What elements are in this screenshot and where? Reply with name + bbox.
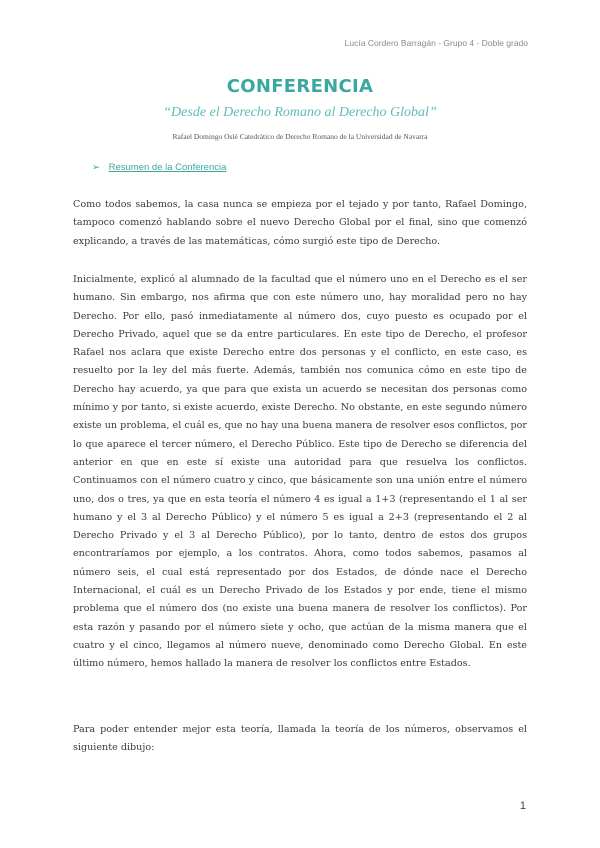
document-subtitle: “Desde el Derecho Romano al Derecho Global” xyxy=(163,105,437,120)
page-header: Lucía Cordero Barragán - Grupo 4 - Doble grado xyxy=(344,38,528,48)
paragraph-drawing-intro: Para poder entender mejor esta teoría, llamada la teoría de los números, observamos el siguiente dibujo: xyxy=(73,724,527,754)
paragraph-numbers-theory: Inicialmente, explicó al alumnado de la facultad que el número uno en el Derecho es el ser humano. Sin embargo, nos afirma que con este número uno, hay moralidad pero no hay Derecho. Por ello, pasó inmediatamente al número dos, cuyo puesto es ocupado por el Derecho Privado, aquel que se da entre particulares. En este tipo de Derecho, el profesor Rafael nos aclara que existe Derecho entre dos personas y el conflicto, en este caso, es resuelto por la ley del más fuerte. Además, también nos comunica cómo en este tipo de Derecho hay acuerdo, ya que para que exista un acuerdo se necesitan dos personas como mínimo y por tanto, si existe acuerdo, existe Derecho. No obstante, en este segundo número existe un problema, el cuál es, que no hay una buena manera de resolver esos conflictos, por lo que aparece el tercer número, el Derecho Público. Este tipo de Derecho se diferencia del anterior en que en este sí existe una autoridad para que resuelva los conflictos. Continuamos con el número cuatro y cinco, que básicamente son una unión entre el número uno, dos o tres, ya que en esta teoría el número 4 es igual a 1+3 (representando el 1 al ser humano y el 3 al Derecho Público) y el número 5 es igual a 2+3 (representando el 2 al Derecho Privado y el 3 al Derecho Público), por lo tanto, dentro de estos dos grupos encontraríamos por ejemplo, a los contratos. Ahora, como todos sabemos, pasamos al número seis, el cual está representado por dos Estados, de dónde nace el Derecho Internacional, el cuál es un Derecho Privado de los Estados y por ende, tiene el mismo problema que el número dos (no existe una buena manera de resolver los conflictos). Por esta razón y pasando por el número siete y ocho, que actúan de la misma manera que el cuatro y el cinco, llegamos al número nueve, denominado como Derecho Global. En este último número, hemos hallado la manera de resolver los conflictos entre Estados. xyxy=(73,274,527,670)
page-number: 1 xyxy=(519,800,526,812)
section-heading-link[interactable]: Resumen de la Conferencia xyxy=(108,162,227,173)
document-title: CONFERENCIA xyxy=(226,76,374,97)
author-line: Rafael Domingo Oslé Catedrático de Derecho Romano de la Universidad de Navarra xyxy=(172,132,428,141)
arrow-bullet-icon: ➢ xyxy=(92,162,100,173)
section-heading xyxy=(92,162,226,173)
paragraph-intro: Como todos sabemos, la casa nunca se empieza por el tejado y por tanto, Rafael Domingo, tampoco comenzó hablando sobre el nuevo Derecho Global por el final, sino que comenzó explicando, a través de las matemáticas, cómo surgió este tipo de Derecho. xyxy=(73,199,527,247)
